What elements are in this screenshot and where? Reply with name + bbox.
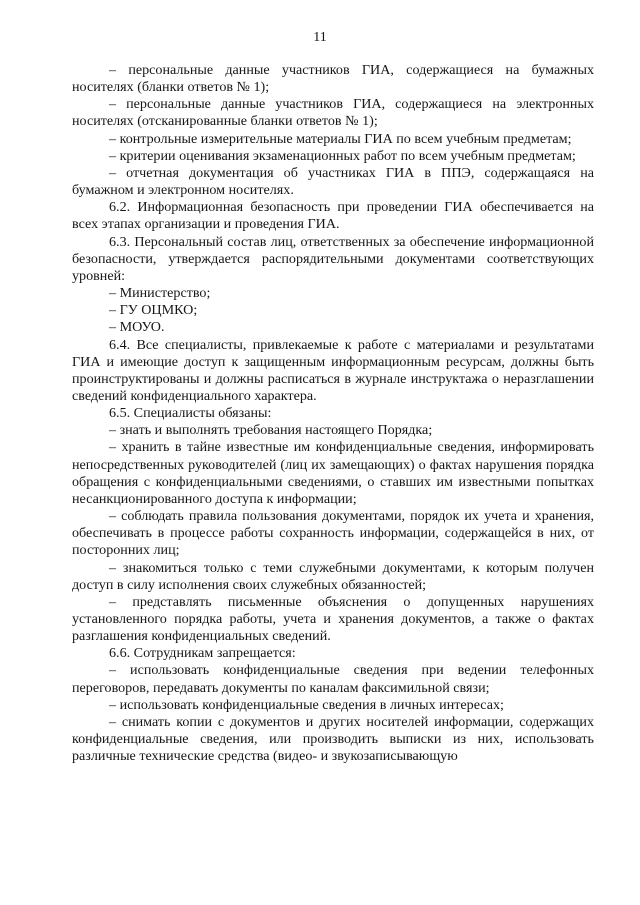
- prohibition-personal-interests: – использовать конфиденциальные сведения в личных интересах;: [109, 696, 504, 713]
- list-item-gu-otsmko: – ГУ ОЦМКО;: [109, 302, 198, 319]
- duty-follow-document-rules: – соблюдать правила пользования документами, порядок их учета и хранения, обеспечивать в процессе работы сохранность информации, содержащейся в них, от посторонних лиц;: [72, 508, 594, 559]
- paragraph-6-5: 6.5. Специалисты обязаны:: [109, 405, 272, 422]
- paragraph-6-4: 6.4. Все специалисты, привлекаемые к работе с материалами и результатами ГИА и имеющие доступ к защищенным информационным ресурсам, должны быть проинструктированы и должны расписаться в журнале инструктажа о неразглашении сведений конфиденциального характера.: [72, 336, 594, 404]
- duty-know-requirements: – знать и выполнять требования настоящего Порядка;: [109, 422, 433, 439]
- duty-written-explanations: – представлять письменные объяснения о допущенных нарушениях установленного порядка работы, учета и хранения документов, а также о фактах разглашения конфиденциальных сведений.: [72, 593, 594, 645]
- paragraph-6-3: 6.3. Персональный состав лиц, ответственных за обеспечение информационной безопасности, утверждается распорядительными документами соответствующих уровней:: [72, 233, 594, 284]
- paragraph-reporting-documentation: – отчетная документация об участниках ГИА в ППЭ, содержащаяся на бумажном и электронном носителях.: [72, 164, 594, 199]
- paragraph-personal-data-paper: – персональные данные участников ГИА, содержащиеся на бумажных носителях (бланки ответов № 1);: [72, 62, 594, 96]
- duty-access-only-assigned: – знакомиться только с теми служебными документами, к которым получен доступ в силу исполнения своих служебных обязанностей;: [72, 559, 594, 593]
- duty-keep-secret: – хранить в тайне известные им конфиденциальные сведения, информировать непосредственных руководителей (лиц их замещающих) о фактах нарушения порядка обращения с конфиденциальными сведениями, о ставших им известными попытках несанкционированного доступа к информации;: [72, 439, 594, 507]
- paragraph-6-2: 6.2. Информационная безопасность при проведении ГИА обеспечивается на всех этапах организации и проведения ГИА.: [72, 199, 594, 233]
- prohibition-copies: – снимать копии с документов и других носителей информации, содержащих конфиденциальные сведения, или производить выписки из них, использовать различные технические средства (видео- и звукозаписывающую: [72, 713, 594, 765]
- list-item-ministry: – Министерство;: [109, 285, 211, 302]
- paragraph-measurement-materials: – контрольные измерительные материалы ГИА по всем учебным предметам;: [109, 130, 572, 147]
- list-item-mouo: – МОУО.: [109, 319, 165, 336]
- paragraph-6-6: 6.6. Сотрудникам запрещается:: [109, 645, 296, 662]
- prohibition-phone-fax: – использовать конфиденциальные сведения при ведении телефонных переговоров, передавать документы по каналам факсимильной связи;: [72, 662, 594, 696]
- paragraph-personal-data-electronic: – персональные данные участников ГИА, содержащиеся на электронных носителях (отсканированные бланки ответов № 1);: [72, 96, 594, 130]
- document-body: [72, 62, 594, 765]
- paragraph-evaluation-criteria: – критерии оценивания экзаменационных работ по всем учебным предметам;: [109, 147, 576, 164]
- page-number: 11: [313, 30, 327, 45]
